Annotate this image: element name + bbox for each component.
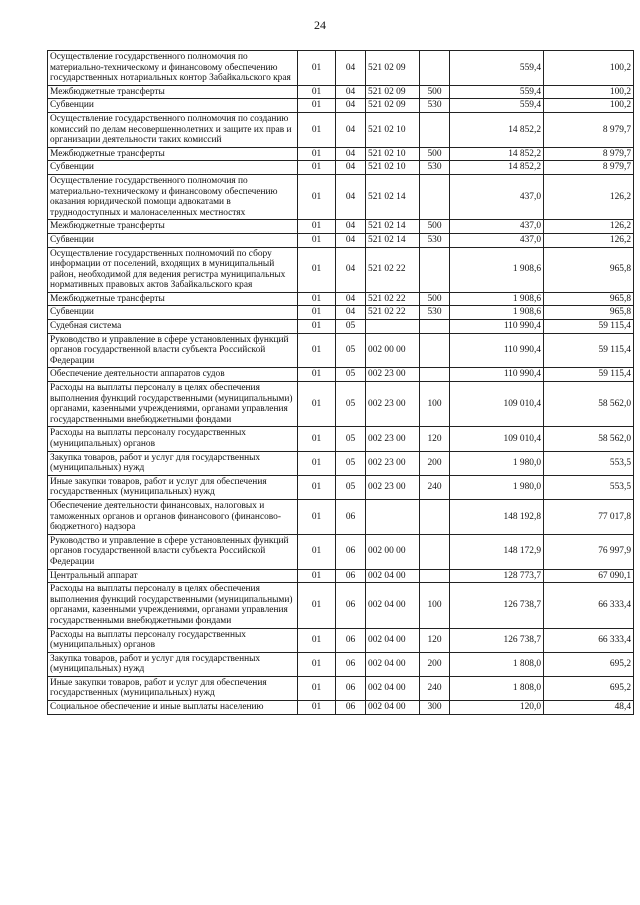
section-code-cell: 01 [298,112,336,147]
expense-type-code-cell: 500 [420,220,450,234]
table-row [48,451,634,475]
subsection-code-cell: 04 [336,220,366,234]
target-article-code-cell: 521 02 09 [366,85,420,99]
amount-approved-cell: 559,4 [450,99,544,113]
expense-type-code-cell: 530 [420,161,450,175]
subsection-code-cell: 05 [336,475,366,499]
amount-executed-cell: 8 979,7 [544,112,634,147]
amount-executed-cell: 66 333,4 [544,628,634,652]
amount-executed-cell: 126,2 [544,174,634,219]
amount-executed-cell: 126,2 [544,233,634,247]
amount-executed-cell: 66 333,4 [544,583,634,628]
expense-type-code-cell: 240 [420,676,450,700]
table-row [48,147,634,161]
expense-type-code-cell [420,112,450,147]
amount-executed-cell: 695,2 [544,676,634,700]
table-row [48,161,634,175]
amount-approved-cell: 437,0 [450,233,544,247]
expense-name-cell: Осуществление государственного полномочия по материально-техническому и финансовому обеспечению государственных нотариальных контор Забайкальского края [48,51,298,86]
table-row [48,99,634,113]
target-article-code-cell: 002 00 00 [366,534,420,569]
target-article-code-cell: 521 02 14 [366,220,420,234]
expense-name-cell: Межбюджетные трансферты [48,292,298,306]
subsection-code-cell: 04 [336,306,366,320]
amount-executed-cell: 77 017,8 [544,499,634,534]
amount-approved-cell: 1 908,6 [450,247,544,292]
target-article-code-cell: 002 23 00 [366,451,420,475]
amount-approved-cell: 1 980,0 [450,451,544,475]
amount-executed-cell: 553,5 [544,451,634,475]
amount-executed-cell: 965,8 [544,292,634,306]
table-row [48,333,634,368]
section-code-cell: 01 [298,701,336,715]
expense-type-code-cell [420,333,450,368]
amount-executed-cell: 126,2 [544,220,634,234]
table-row [48,427,634,451]
target-article-code-cell: 002 00 00 [366,333,420,368]
expense-name-cell: Субвенции [48,161,298,175]
amount-executed-cell: 59 115,4 [544,368,634,382]
expense-name-cell: Руководство и управление в сфере установленных функций органов государственной власти субъекта Российской Федерации [48,333,298,368]
target-article-code-cell: 521 02 10 [366,112,420,147]
amount-executed-cell: 695,2 [544,652,634,676]
expense-type-code-cell: 530 [420,99,450,113]
target-article-code-cell: 521 02 10 [366,161,420,175]
amount-executed-cell: 76 997,9 [544,534,634,569]
table-row [48,320,634,334]
table-row [48,701,634,715]
expense-name-cell: Субвенции [48,99,298,113]
amount-approved-cell: 128 773,7 [450,569,544,583]
expense-type-code-cell: 300 [420,701,450,715]
section-code-cell: 01 [298,174,336,219]
expense-name-cell: Межбюджетные трансферты [48,147,298,161]
table-row [48,652,634,676]
expense-type-code-cell: 200 [420,652,450,676]
section-code-cell: 01 [298,292,336,306]
table-row [48,247,634,292]
subsection-code-cell: 05 [336,368,366,382]
subsection-code-cell: 06 [336,652,366,676]
table-row [48,569,634,583]
target-article-code-cell: 521 02 22 [366,247,420,292]
section-code-cell: 01 [298,569,336,583]
expense-name-cell: Обеспечение деятельности финансовых, налоговых и таможенных органов и органов финансового (финансово-бюджетного) надзора [48,499,298,534]
subsection-code-cell: 05 [336,333,366,368]
table-row [48,475,634,499]
table-row [48,499,634,534]
section-code-cell: 01 [298,534,336,569]
amount-executed-cell: 8 979,7 [544,161,634,175]
subsection-code-cell: 04 [336,112,366,147]
amount-approved-cell: 126 738,7 [450,628,544,652]
expense-name-cell: Обеспечение деятельности аппаратов судов [48,368,298,382]
expense-type-code-cell: 240 [420,475,450,499]
amount-approved-cell: 1 808,0 [450,676,544,700]
expense-name-cell: Субвенции [48,233,298,247]
amount-executed-cell: 553,5 [544,475,634,499]
section-code-cell: 01 [298,233,336,247]
table-row [48,382,634,427]
amount-executed-cell: 59 115,4 [544,320,634,334]
amount-approved-cell: 120,0 [450,701,544,715]
section-code-cell: 01 [298,247,336,292]
section-code-cell: 01 [298,475,336,499]
amount-approved-cell: 148 192,8 [450,499,544,534]
amount-executed-cell: 100,2 [544,99,634,113]
target-article-code-cell: 521 02 14 [366,174,420,219]
expense-name-cell: Закупка товаров, работ и услуг для государственных (муниципальных) нужд [48,451,298,475]
section-code-cell: 01 [298,147,336,161]
target-article-code-cell: 521 02 09 [366,51,420,86]
section-code-cell: 01 [298,427,336,451]
expense-type-code-cell: 120 [420,628,450,652]
table-row [48,628,634,652]
table-row [48,583,634,628]
expense-type-code-cell [420,320,450,334]
table-row [48,85,634,99]
subsection-code-cell: 05 [336,320,366,334]
expense-type-code-cell: 530 [420,306,450,320]
expense-name-cell: Межбюджетные трансферты [48,220,298,234]
subsection-code-cell: 06 [336,534,366,569]
subsection-code-cell: 04 [336,99,366,113]
amount-approved-cell: 109 010,4 [450,382,544,427]
section-code-cell: 01 [298,333,336,368]
amount-approved-cell: 126 738,7 [450,583,544,628]
subsection-code-cell: 05 [336,382,366,427]
amount-approved-cell: 1 908,6 [450,306,544,320]
amount-approved-cell: 110 990,4 [450,320,544,334]
amount-approved-cell: 109 010,4 [450,427,544,451]
amount-approved-cell: 110 990,4 [450,333,544,368]
section-code-cell: 01 [298,652,336,676]
target-article-code-cell: 002 04 00 [366,569,420,583]
amount-executed-cell: 58 562,0 [544,427,634,451]
page-number: 24 [314,18,326,32]
expense-type-code-cell: 530 [420,233,450,247]
section-code-cell: 01 [298,51,336,86]
section-code-cell: 01 [298,499,336,534]
amount-executed-cell: 59 115,4 [544,333,634,368]
target-article-code-cell [366,499,420,534]
amount-approved-cell: 559,4 [450,51,544,86]
table-row [48,174,634,219]
target-article-code-cell: 521 02 09 [366,99,420,113]
table-row [48,220,634,234]
subsection-code-cell: 05 [336,451,366,475]
amount-approved-cell: 437,0 [450,174,544,219]
amount-approved-cell: 14 852,2 [450,161,544,175]
expense-name-cell: Расходы на выплаты персоналу государственных (муниципальных) органов [48,628,298,652]
table-row [48,292,634,306]
target-article-code-cell: 521 02 22 [366,292,420,306]
amount-approved-cell: 1 980,0 [450,475,544,499]
amount-executed-cell: 8 979,7 [544,147,634,161]
table-row [48,676,634,700]
target-article-code-cell: 002 04 00 [366,652,420,676]
expense-type-code-cell [420,368,450,382]
expense-type-code-cell: 100 [420,382,450,427]
subsection-code-cell: 04 [336,233,366,247]
subsection-code-cell: 04 [336,147,366,161]
amount-executed-cell: 67 090,1 [544,569,634,583]
table-row [48,306,634,320]
section-code-cell: 01 [298,220,336,234]
expense-name-cell: Субвенции [48,306,298,320]
expense-type-code-cell [420,569,450,583]
expense-type-code-cell: 500 [420,147,450,161]
expense-name-cell: Осуществление государственного полномочия по материально-техническому и финансовому обеспечению оказания юридической помощи адвокатами в труднодоступных и малонаселенных местностях [48,174,298,219]
target-article-code-cell: 002 04 00 [366,628,420,652]
expense-name-cell: Расходы на выплаты персоналу в целях обеспечения выполнения функций государственными (муниципальными) органами, казенными учреждениями, органами управления государственными внебюджетными фондами [48,583,298,628]
target-article-code-cell [366,320,420,334]
expense-name-cell: Руководство и управление в сфере установленных функций органов государственной власти субъекта Российской Федерации [48,534,298,569]
amount-executed-cell: 58 562,0 [544,382,634,427]
target-article-code-cell: 002 04 00 [366,701,420,715]
table-row [48,51,634,86]
table-row [48,112,634,147]
amount-approved-cell: 1 908,6 [450,292,544,306]
section-code-cell: 01 [298,382,336,427]
expense-name-cell: Расходы на выплаты персоналу государственных (муниципальных) органов [48,427,298,451]
section-code-cell: 01 [298,368,336,382]
expense-type-code-cell: 200 [420,451,450,475]
amount-approved-cell: 437,0 [450,220,544,234]
target-article-code-cell: 002 04 00 [366,583,420,628]
section-code-cell: 01 [298,628,336,652]
section-code-cell: 01 [298,161,336,175]
amount-approved-cell: 14 852,2 [450,112,544,147]
subsection-code-cell: 04 [336,247,366,292]
subsection-code-cell: 06 [336,583,366,628]
budget-table [47,50,634,715]
target-article-code-cell: 002 23 00 [366,382,420,427]
expense-type-code-cell [420,174,450,219]
section-code-cell: 01 [298,99,336,113]
subsection-code-cell: 06 [336,628,366,652]
expense-type-code-cell [420,534,450,569]
section-code-cell: 01 [298,583,336,628]
amount-approved-cell: 148 172,9 [450,534,544,569]
target-article-code-cell: 002 23 00 [366,427,420,451]
expense-type-code-cell: 500 [420,85,450,99]
expense-name-cell: Закупка товаров, работ и услуг для государственных (муниципальных) нужд [48,652,298,676]
subsection-code-cell: 06 [336,499,366,534]
subsection-code-cell: 04 [336,174,366,219]
amount-executed-cell: 965,8 [544,306,634,320]
amount-executed-cell: 965,8 [544,247,634,292]
expense-name-cell: Осуществление государственного полномочия по созданию комиссий по делам несовершеннолетних и защите их прав и организации деятельности таких комиссий [48,112,298,147]
target-article-code-cell: 521 02 22 [366,306,420,320]
amount-approved-cell: 14 852,2 [450,147,544,161]
target-article-code-cell: 002 23 00 [366,475,420,499]
target-article-code-cell: 002 23 00 [366,368,420,382]
table-row [48,233,634,247]
section-code-cell: 01 [298,451,336,475]
section-code-cell: 01 [298,676,336,700]
expense-name-cell: Социальное обеспечение и иные выплаты населению [48,701,298,715]
expense-type-code-cell: 120 [420,427,450,451]
expense-type-code-cell: 100 [420,583,450,628]
expense-type-code-cell [420,51,450,86]
table-row [48,534,634,569]
expense-type-code-cell [420,247,450,292]
subsection-code-cell: 04 [336,85,366,99]
expense-name-cell: Иные закупки товаров, работ и услуг для обеспечения государственных (муниципальных) нужд [48,475,298,499]
target-article-code-cell: 521 02 10 [366,147,420,161]
amount-approved-cell: 559,4 [450,85,544,99]
amount-approved-cell: 1 808,0 [450,652,544,676]
expense-name-cell: Межбюджетные трансферты [48,85,298,99]
amount-executed-cell: 48,4 [544,701,634,715]
expense-name-cell: Центральный аппарат [48,569,298,583]
table-row [48,368,634,382]
expense-name-cell: Иные закупки товаров, работ и услуг для обеспечения государственных (муниципальных) нужд [48,676,298,700]
target-article-code-cell: 521 02 14 [366,233,420,247]
amount-executed-cell: 100,2 [544,85,634,99]
section-code-cell: 01 [298,85,336,99]
target-article-code-cell: 002 04 00 [366,676,420,700]
subsection-code-cell: 06 [336,569,366,583]
expense-name-cell: Осуществление государственных полномочий по сбору информации от поселений, входящих в муниципальный район, необходимой для ведения регистра муниципальных нормативных правовых актов Забайкальского края [48,247,298,292]
subsection-code-cell: 04 [336,161,366,175]
section-code-cell: 01 [298,306,336,320]
subsection-code-cell: 04 [336,51,366,86]
table-body [48,51,634,715]
expense-type-code-cell [420,499,450,534]
subsection-code-cell: 06 [336,676,366,700]
subsection-code-cell: 04 [336,292,366,306]
subsection-code-cell: 05 [336,427,366,451]
amount-approved-cell: 110 990,4 [450,368,544,382]
expense-name-cell: Судебная система [48,320,298,334]
section-code-cell: 01 [298,320,336,334]
expense-name-cell: Расходы на выплаты персоналу в целях обеспечения выполнения функций государственными (муниципальными) органами, казенными учреждениями, органами управления государственными внебюджетными фондами [48,382,298,427]
subsection-code-cell: 06 [336,701,366,715]
amount-executed-cell: 100,2 [544,51,634,86]
expense-type-code-cell: 500 [420,292,450,306]
